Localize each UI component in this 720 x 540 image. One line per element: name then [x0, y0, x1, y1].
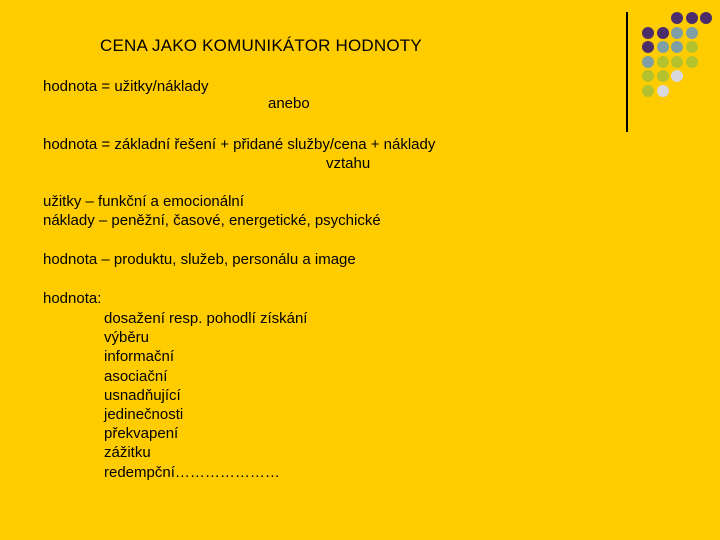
decorative-dot	[671, 27, 683, 39]
benefits-line: užitky – funkční a emocionální	[43, 193, 244, 210]
formula-value-extended-cont: vztahu	[326, 155, 371, 172]
value-types-list	[104, 309, 307, 482]
list-item: zážitku	[104, 444, 151, 462]
list-item: informační	[104, 348, 175, 366]
list-item: překvapení	[104, 425, 179, 443]
decorative-dot	[686, 27, 698, 39]
slide-title: CENA JAKO KOMUNIKÁTOR HODNOTY	[100, 36, 422, 55]
decorative-dot	[657, 56, 669, 68]
list-item: jedinečnosti	[104, 406, 184, 424]
list-item: asociační	[104, 367, 168, 385]
decorative-dot	[657, 41, 669, 53]
decorative-dot	[642, 27, 654, 39]
decorative-dot	[686, 41, 698, 53]
decorative-dot	[657, 85, 669, 97]
decorative-dot	[642, 41, 654, 53]
list-item: výběru	[104, 329, 150, 347]
decorative-dot	[657, 27, 669, 39]
decorative-dot	[642, 85, 654, 97]
or-text: anebo	[268, 95, 310, 112]
decorative-divider	[626, 12, 628, 132]
list-item: usnadňující	[104, 386, 181, 404]
value-of-line: hodnota – produktu, služeb, personálu a image	[43, 251, 356, 268]
value-heading: hodnota:	[43, 290, 102, 307]
costs-line: náklady – peněžní, časové, energetické, psychické	[43, 212, 381, 229]
decorative-dot	[686, 12, 698, 24]
decorative-dot	[671, 41, 683, 53]
formula-value-benefits-costs: hodnota = užitky/náklady	[43, 78, 209, 95]
decorative-dot	[671, 12, 683, 24]
list-item: redempční…………………	[104, 463, 280, 481]
decorative-dot	[686, 56, 698, 68]
decorative-dot	[642, 56, 654, 68]
formula-value-extended: hodnota = základní řešení + přidané služby/cena + náklady	[43, 136, 436, 153]
decorative-dot	[642, 70, 654, 82]
decorative-dot	[671, 70, 683, 82]
decorative-dot	[700, 12, 712, 24]
list-item: dosažení resp. pohodlí získání	[104, 310, 308, 327]
decorative-dot	[671, 56, 683, 68]
decorative-dot	[657, 70, 669, 82]
